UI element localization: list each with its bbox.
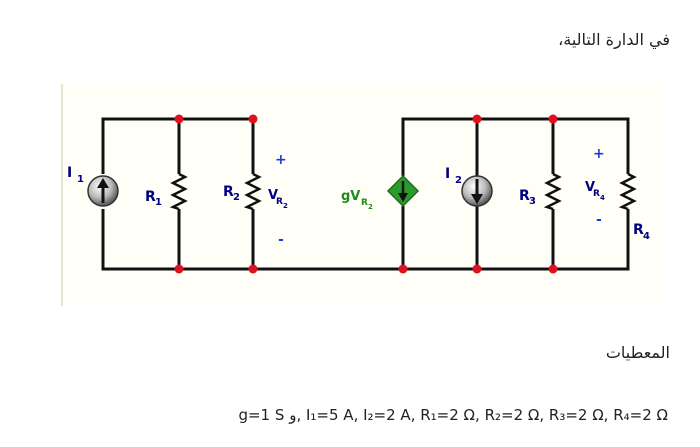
label-i1-sub: 1 <box>77 174 84 185</box>
label-r4-sub: 4 <box>643 231 650 242</box>
given-i2: I₂=2 A <box>363 406 411 424</box>
label-i2-sub: 2 <box>455 175 462 186</box>
given-r2: R₂=2 Ω <box>484 406 540 424</box>
label-vr4-subsub: 4 <box>600 194 605 202</box>
givens-line: g=1 S و, I₁=5 A, I₂=2 A, R₁=2 Ω, R₂=2 Ω, R₃=2 Ω, R₄=2 Ω <box>238 406 668 424</box>
label-r2: R <box>223 184 234 200</box>
resistor-r1 <box>173 174 185 209</box>
current-source-i1 <box>88 176 118 206</box>
label-r1: R <box>145 189 156 205</box>
dependent-source <box>388 176 418 206</box>
givens-title: المعطيات <box>605 343 670 362</box>
given-r1: R₁=2 Ω <box>420 406 476 424</box>
circuit-svg <box>63 84 663 306</box>
given-r4: R₄=2 Ω <box>613 406 668 424</box>
intro-text: في الدارة التالية، <box>558 30 670 49</box>
current-source-i2 <box>462 176 492 206</box>
label-vr2-subsub: 2 <box>283 202 288 210</box>
resistor-r4 <box>622 174 634 209</box>
given-g: g=1 S <box>238 406 285 424</box>
given-and: و <box>289 406 297 424</box>
label-i2: I <box>445 166 451 182</box>
circuit-diagram <box>61 84 663 306</box>
label-vr2: V <box>268 188 279 203</box>
label-gvr2-sub: R <box>361 198 368 208</box>
label-r3: R <box>519 188 530 204</box>
vr2-plus: + <box>275 152 287 168</box>
label-r4: R <box>633 222 644 238</box>
label-gvr2: gV <box>341 189 361 204</box>
vr4-minus: - <box>596 212 602 228</box>
label-r3-sub: 3 <box>529 196 536 207</box>
label-vr4: V <box>585 180 596 195</box>
resistor-r3 <box>547 174 559 209</box>
vr4-plus: + <box>593 146 605 162</box>
polarity-signs <box>275 146 605 248</box>
label-vr2-sub: R <box>276 197 283 207</box>
dependent-source-label <box>341 189 373 211</box>
label-r1-sub: 1 <box>155 197 162 208</box>
label-i1: I <box>67 165 73 181</box>
label-r2-sub: 2 <box>233 192 240 203</box>
given-r3: R₃=2 Ω <box>548 406 604 424</box>
given-i1: I₁=5 A <box>305 406 354 424</box>
label-vr4-sub: R <box>593 189 600 199</box>
vr2-minus: - <box>278 232 284 248</box>
resistor-r2 <box>247 174 259 209</box>
label-gvr2-subsub: 2 <box>368 203 373 211</box>
